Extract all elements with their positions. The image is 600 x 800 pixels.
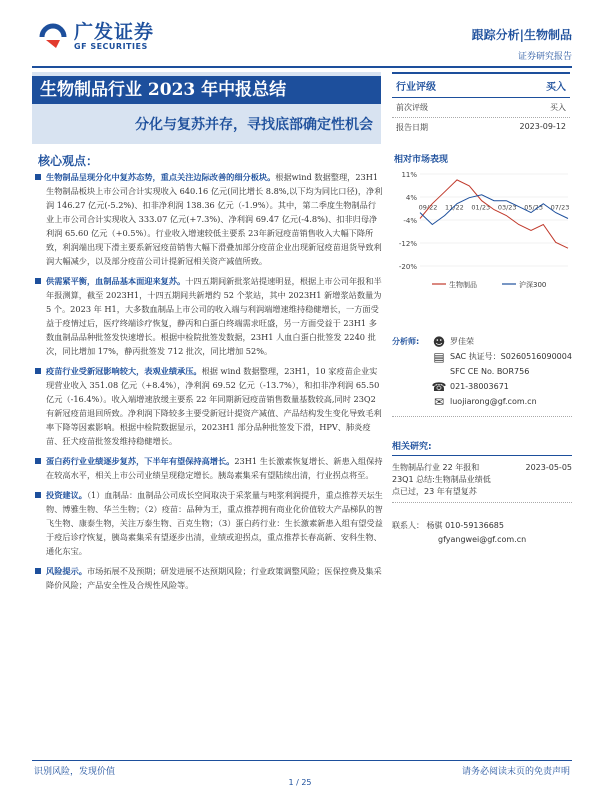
related-report-date: 2023-05-05 (525, 463, 572, 472)
analyst-block (392, 334, 572, 409)
analyst-email[interactable]: luojiarong@gf.com.cn (450, 397, 537, 406)
footer-disclaimer: 请务必阅读末页的免责声明 (461, 767, 570, 777)
chart-legend-label: 沪深300 (519, 281, 547, 289)
bullet-text: 十四五期间新批浆站提速明显，根据上市公司年报和半年报测算，截至 2023H1，十四五期间共新增约 52 个浆站，其中 2023H1 新增浆站数量为 5 个。2023 年 H1，大多数血制品上市公司的收入端与利润端增速维持稳健增长，一方面受益于疫情过后，医疗终端诊疗恢复，静丙和白蛋白终端需求旺盛，另一方面受益于 23H1 多数血制品品种批签发快速增长。根据中检院批签发数据，23H1 人血白蛋白批签发 2240 批次，同比增加 17%，静丙批签发 712 批次，同比增加 52%。 (46, 276, 382, 356)
analyst-phone: 021-38003671 (450, 382, 509, 391)
contact-divider (392, 502, 572, 503)
analyst-label: 分析师: (392, 337, 420, 346)
core-view-item (34, 274, 384, 358)
rating-row (392, 98, 570, 117)
contact-block (392, 519, 572, 547)
relative-market-chart (392, 166, 572, 296)
bullet-lead: 供需紧平衡，血制品基本面迎来复苏。 (46, 276, 186, 286)
rating-row-value: 2023-09-12 (519, 122, 566, 131)
logo-mark-icon (38, 22, 68, 52)
chart-x-tick-label: 07/23 (550, 203, 570, 212)
core-views-title: 核心观点： (38, 154, 99, 168)
report-type: 证券研究报告 (517, 52, 572, 62)
footer-divider (32, 760, 572, 761)
rating-row (392, 117, 570, 137)
chart-y-tick-label: -12% (398, 240, 417, 248)
bullet-lead: 蛋白药行业业绩逐步复苏，下半年有望保持高增长。 (46, 456, 235, 466)
logo-cn-text: 广发证券 (74, 21, 155, 43)
rating-table (392, 72, 570, 137)
related-research (392, 439, 572, 547)
rating-head-row (392, 72, 570, 98)
core-view-item (34, 564, 384, 592)
rating-head-value: 买入 (546, 82, 566, 93)
bullet-text: 根据 wind 数据整理，23H1，10 家疫苗企业实现营业收入 351.08 亿元（+8.4%），净利润 69.52 亿元（-13.7%），和扣非净利润 65.50 亿元（-16.4%）。收入端增速放缓主要系 22 年同期新冠疫苗销售数量基数较高,同时 23Q2 有新冠疫苗退回所致。净利润下降较多主要受新冠计提资产减值、产品结构发生变化导致毛利率下降等因素影响。根据中检院数据显示，2023H1 部分品种批签发下滑，HPV、肺炎疫苗、狂犬疫苗批签发维持稳健增长。 (46, 366, 382, 446)
company-logo (38, 22, 154, 52)
bullet-text: 23H1 生长激素恢复增长、新患入组保持在较高水平，相关上市公司业绩呈现稳定增长。胰岛素集采有望陆续出清，行业拐点将至。 (46, 456, 383, 480)
mail-icon: ✉ (433, 394, 445, 409)
chart-x-tick-label: 05/23 (524, 203, 543, 212)
bullet-lead: 投资建议。 (46, 490, 87, 500)
chart-x-tick-label: 09/22 (418, 203, 438, 212)
contact-email[interactable]: gfyangwei@gf.com.cn (438, 535, 527, 544)
chart-x-tick-label: 03/23 (497, 203, 517, 212)
person-icon: ☻ (432, 334, 446, 349)
rating-head-label: 行业评级 (396, 82, 436, 93)
rating-row-label: 前次评级 (396, 103, 428, 112)
related-title: 相关研究: (392, 439, 572, 456)
analyst-sfc: SFC CE No. BOR756 (450, 367, 530, 376)
contact-person: 联系人： 杨骐 010-59136685 (392, 521, 504, 530)
related-report-title[interactable]: 点已过，23 年有望复苏 (392, 487, 477, 496)
bullet-text: （1）血制品：血制品公司成长空间取决于采浆量与吨浆利润提升，重点推荐天坛生物、博雅生物、华兰生物；（2）疫苗：品种为王，重点推荐拥有商业化价值较大产品梯队的智飞生物、康泰生物，关注万泰生物、百克生物；（3）蛋白药行业：生长激素新患入组有望受益于疫后诊疗恢复，胰岛素集采有望逐步出清，业绩或迎拐点，重点推荐长春高新、安科生物、通化东宝。 (46, 490, 383, 556)
footer-slogan: 识别风险，发现价值 (34, 767, 116, 777)
chart-y-tick-label: 11% (401, 171, 417, 179)
report-subtitle: 分化与复苏并存，寻找底部确定性机会 (135, 117, 373, 133)
chart-svg (392, 166, 572, 296)
rating-row-label: 报告日期 (396, 123, 428, 132)
core-views-list (34, 170, 384, 598)
title-banner (32, 72, 381, 144)
chart-y-tick-label: 4% (405, 194, 417, 202)
core-view-item (34, 364, 384, 448)
logo-en-text: GF SECURITIES (74, 42, 148, 51)
market-chart-title: 相对市场表现 (394, 155, 449, 165)
bullet-lead: 生物制品呈现分化中复苏态势，重点关注边际改善的细分板块。 (46, 172, 276, 182)
analyst-name: 罗佳荣 (450, 337, 474, 346)
certificate-icon: ▤ (433, 349, 445, 364)
chart-y-tick-label: -20% (398, 263, 417, 271)
chart-x-tick-label: 01/23 (471, 203, 491, 212)
bullet-text: 根据wind 数据整理，23H1 生物制品板块上市公司合计实现收入 640.16 亿元(同比增长 8.8%,以下均为同比口径)，净利润 146.27 亿元(-5.2%)、扣非净利润 138.36 亿元（-1.9%）。其中，第二季度生物制品行业上市公司合计实现收入 333.07 亿元(+7.3%)、净利润 69.47 亿元(-4.8%)、扣非归母净利润 65.60 亿元（+0.5%）。行业收入增速较低主要系 23年新冠疫苗销售收入大幅下降所致，利润端出现下滑主要系新冠疫苗销售大幅下滑叠加部分疫苗企业出现新冠疫苗退货导致利润大幅减少，以及部分疫苗公司计提新冠相关资产减值所致。 (46, 172, 383, 266)
chart-legend-label: 生物制品 (449, 281, 477, 289)
analyst-sac: SAC 执证号：S0260516090004 (450, 352, 572, 361)
bullet-lead: 风险提示。 (46, 566, 87, 576)
page-number: 1 / 25 (288, 778, 312, 787)
core-view-item (34, 454, 384, 482)
related-report-title[interactable]: 23Q1 总结:生物制品业绩低 (392, 475, 491, 484)
rating-row-value: 买入 (550, 103, 566, 112)
report-category: 跟踪分析|生物制品 (471, 28, 572, 42)
bullet-text: 市场拓展不及预期；研发进展不达预期风险；行业政策调整风险；医保控费及集采降价风险；产品安全性及合规性风险等。 (46, 566, 382, 590)
chart-y-tick-label: -4% (403, 217, 417, 225)
phone-icon: ☎ (431, 379, 447, 394)
related-report-title[interactable]: 生物制品行业 22 年报和 (392, 463, 480, 472)
analyst-divider (392, 416, 572, 417)
bullet-lead: 疫苗行业受新冠影响较大，表观业绩承压。 (46, 366, 202, 376)
chart-x-tick-label: 11/22 (445, 203, 464, 212)
core-view-item (34, 488, 384, 558)
page-header (0, 0, 600, 70)
chart-series-line (420, 180, 568, 248)
header-divider (32, 66, 572, 68)
core-view-item (34, 170, 384, 268)
report-title: 生物制品行业 2023 年中报总结 (32, 76, 381, 104)
